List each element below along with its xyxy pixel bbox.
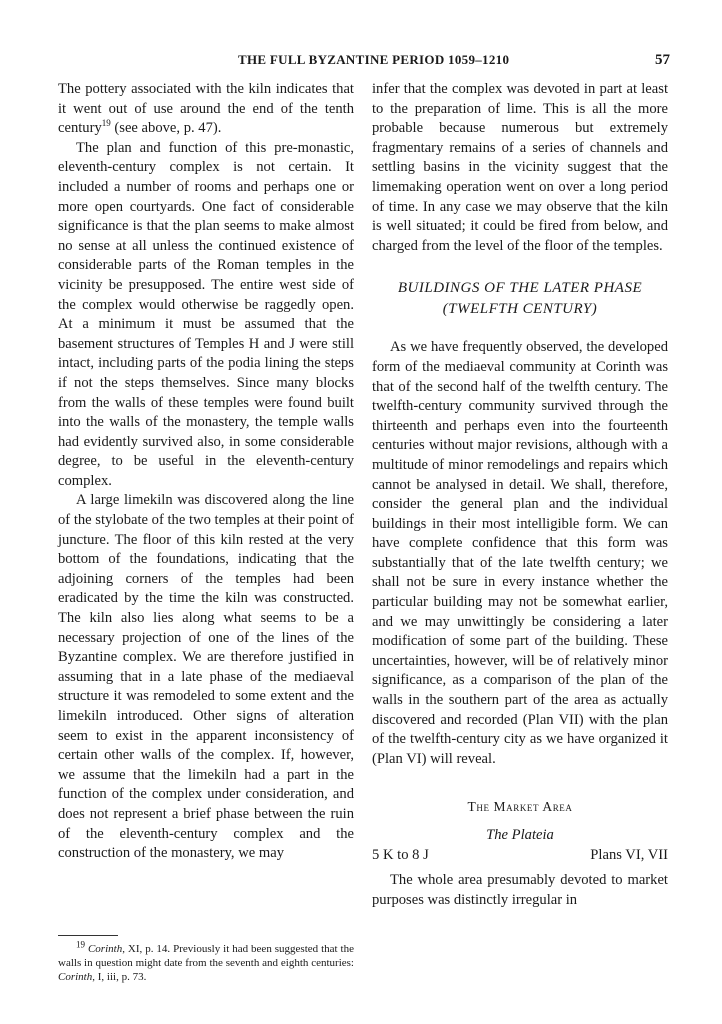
section-heading-line: BUILDINGS OF THE LATER PHASE xyxy=(397,280,643,297)
paragraph: infer that the complex was devoted in part at least to the preparation of lime. This is all the more probable because numerous but extremely fragmentary remains of a series of channels and settling basins in the vicinity suggest that the limemaking operation went on over a long period of time. In any case we may observe that the kiln is well situated; it could be fired from below, and charged from the level of the floor of the temples. xyxy=(372,81,668,254)
section-heading-line: (TWELFTH CENTURY) xyxy=(442,301,598,318)
paragraph xyxy=(58,80,354,139)
citation-title: Corinth xyxy=(58,971,93,983)
left-column xyxy=(58,80,354,864)
running-header xyxy=(58,52,670,74)
footnote-text: , XI, p. 14. Previously it had been suggested that the walls in question might date from the seventh and eighth centuries: xyxy=(58,943,355,969)
citation-title: Corinth xyxy=(87,943,123,955)
plans-reference: Plans VI, VII xyxy=(590,847,668,863)
paragraph: The whole area presumably devoted to market purposes was distinctly irregular in xyxy=(372,872,668,908)
paragraph: The plan and function of this pre-monastic, eleventh-century complex is not certain. It included a number of rooms and perhaps one or more open courtyards. One fact of considerable significance is that the plan seems to make almost no sense at all unless the continued existence of considerable parts of the Roman temples in the vicinity be presupposed. The entire west side of the complex would otherwise be raggedly open. At a minimum it must be assumed that the basement structures of Temples H and J were still intact, including parts of the podia lining the steps if not the steps themselves. Since many blocks from the walls of these temples were found built into the walls of the monastery, the temple walls had evidently survived also, in some considerable degree, to be useful in the eleventh-century complex. xyxy=(58,139,354,489)
paragraph-text: The pottery associated with the kiln indicates that it went out of use around the end of the tenth century xyxy=(58,81,354,137)
subsection-heading: The Market Area xyxy=(467,799,573,815)
sub-subheading: The Plateia xyxy=(486,827,554,843)
paragraph-text: (see above, p. 47). xyxy=(110,120,222,137)
location-reference-row xyxy=(372,845,668,865)
running-title: THE FULL BYZANTINE PERIOD 1059–1210 xyxy=(238,52,510,67)
footnote xyxy=(58,939,355,984)
page-number: 57 xyxy=(655,52,670,68)
paragraph: A large limekiln was discovered along the line of the stylobate of the two temples at their point of juncture. The floor of this kiln rested at the very bottom of the foundations, indicating that the adjoining corners of the temples had been eradicated by the time the kiln was constructed. The kiln also lies along what seems to be a necessary projection of one of the lines of the Byzantine complex. We are therefore justified in assuming that in a late phase of the mediaeval structure it was remodeled to some extent and the limekiln introduced. Other signs of alteration seem to exist in the apparent inconsistency of certain other walls of the complex. If, however, we assume that the limekiln had a part in the function of the complex under consideration, and does not represent a brief phase between the ruin of the eleventh-century complex and the construction of the monastery, we may xyxy=(58,492,354,862)
right-column xyxy=(372,80,668,910)
section-heading xyxy=(372,278,668,320)
footnote-rule xyxy=(58,935,118,936)
footnote-number: 19 xyxy=(76,939,85,950)
grid-reference: 5 K to 8 J xyxy=(372,847,429,863)
footnote-marker: 19 xyxy=(101,118,111,129)
footnote-text: , I, iii, p. 73. xyxy=(92,971,147,983)
paragraph: As we have frequently observed, the developed form of the mediaeval community at Corinth was that of the second half of the twelfth century. The twelfth-century community survived through the thirteenth and perhaps even into the fourteenth centuries without major revisions, although with a multitude of minor remodelings and repairs which cannot be analysed in detail. We shall, therefore, consider the general plan and the individual buildings in their most intelligible form. We can have complete confidence that this form was substantially that of the late twelfth century; we shall not be sure in every instance whether the particular building may not be somewhat earlier, and we may unwittingly be considering a later modification of some part of the building. These uncertainties, however, will be of relatively minor significance, as a comparison of the plan of the walls in the southern part of the area as actually discovered and recorded (Plan VII) with the plan of the twelfth-century city as we have organized it (Plan VI) will reveal. xyxy=(372,339,668,767)
